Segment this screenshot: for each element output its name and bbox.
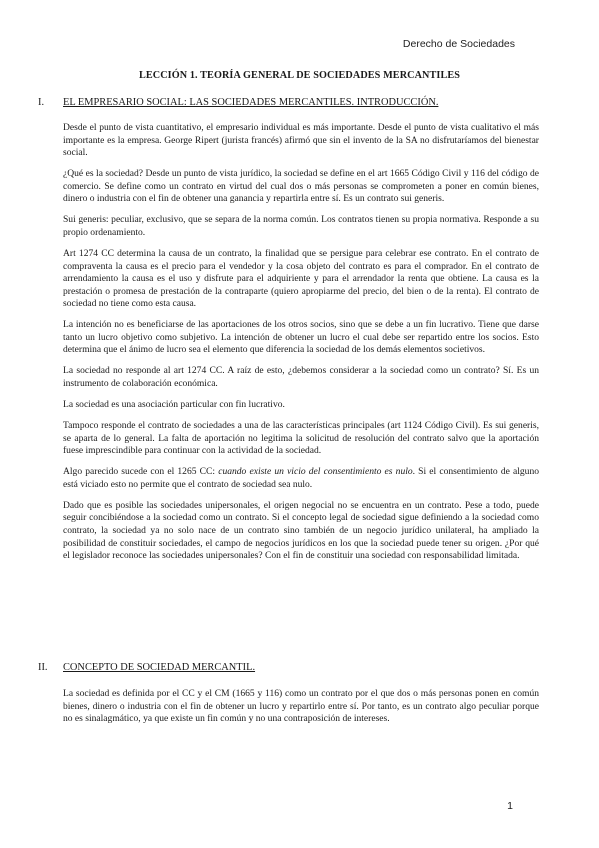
section-2-heading bbox=[38, 662, 255, 673]
section-1-number: I. bbox=[38, 97, 45, 108]
paragraph: La intención no es beneficiarse de las aportaciones de los otros socios, sino que se debe a un fin lucrativo. Tiene que darse tanto un lucro objetivo como subjetivo. La intención de obtener un lucro el cual debe ser repartido entre los socios. Esto determina que el ánimo de lucro sea el elemento que diferencia la sociedad de los demás elementos societivos. bbox=[63, 319, 539, 356]
paragraph: Tampoco responde el contrato de sociedades a una de las características principales (art 1124 Código Civil). Es sui generis, se aparta de lo general. La falta de aportación no legitima la solicitud de resolución del contrato salvo que la aportación fuese imprescindible para continuar con la actividad de la sociedad. bbox=[63, 420, 539, 457]
paragraph: ¿Qué es la sociedad? Desde un punto de vista jurídico, la sociedad se define en el art 1665 Código Civil y 116 del código de comercio. Se define como un contrato en virtud del cual dos o más personas se comprometen a poner en común bienes, dinero o industria con el fin de obtener una ganancia y repartirla entre sí. Es un contrato sui generis. bbox=[63, 168, 539, 205]
paragraph: La sociedad es definida por el CC y el CM (1665 y 116) como un contrato por el que dos o más personas ponen en común bienes, dinero o industria con el fin de obtener un lucro y repartirlo entre sí. Por tanto, es un contrato algo peculiar porque no es sinalagmático, ya que existe un fin común y no una contraposición de intereses. bbox=[63, 688, 539, 725]
paragraph bbox=[63, 466, 539, 491]
section-1-heading bbox=[38, 97, 438, 108]
paragraph-text: Algo parecido sucede con el 1265 CC: bbox=[63, 466, 219, 478]
paragraph: La sociedad es una asociación particular con fin lucrativo. bbox=[63, 399, 285, 411]
section-1-body bbox=[63, 122, 539, 571]
section-2-title: CONCEPTO DE SOCIEDAD MERCANTIL. bbox=[63, 662, 256, 673]
page-number: 1 bbox=[507, 800, 513, 812]
section-2-body bbox=[63, 688, 539, 734]
paragraph: La sociedad no responde al art 1274 CC. A raíz de esto, ¿debemos considerar a la sociedad como un contrato? Sí. Es un instrumento de colaboración económica. bbox=[63, 365, 539, 390]
section-2-number: II. bbox=[38, 662, 48, 673]
paragraph: Art 1274 CC determina la causa de un contrato, la finalidad que se persigue para celebrar ese contrato. En el contrato de compraventa la causa es el precio para el vendedor y la cosa objeto del contrato es para el comprador. En el contrato de arrendamiento la causa es el uso y disfrute para el adquiriente y para el arrendador la renta que obtiene. La causa es la prestación o promesa de prestación de la contraparte (quiero apropiarme del precio, del bien o de la renta). El contrato de sociedad no tiene como esta causa. bbox=[63, 247, 539, 310]
paragraph-text: . Si el consentimiento de alguno está viciado esto no permite que el contrato de sociedad sea nulo. bbox=[63, 466, 539, 490]
paragraph: Dado que es posible las sociedades unipersonales, el origen negocial no se encuentra en un contrato. Pese a todo, puede seguir concibiéndose a la sociedad como un contrato. Si el concepto legal de sociedad sigue definiendo a la sociedad como contrato, la sociedad ya no solo nace de un contrato sino también de un negocio jurídico unilateral, ha ampliado la posibilidad de constituir sociedades, el campo de negocios jurídicos en los que la sociedad puede tener su origen. ¿Por qué el legislador reconoce las sociedades unipersonales? Con el fin de constituir una sociedad con responsabilidad limitada. bbox=[63, 499, 539, 562]
paragraph: Sui generis: peculiar, exclusivo, que se separa de la norma común. Los contratos tienen su propia normativa. Responde a su propio ordenamiento. bbox=[63, 214, 539, 238]
paragraph: Desde el punto de vista cuantitativo, el empresario individual es más importante. Desde el punto de vista cualitativo el más importante es la empresa. George Ripert (jurista francés) afirmó que sin el invento de la SA no disfrutaríamos del bienestar social. bbox=[63, 122, 539, 159]
running-header: Derecho de Sociedades bbox=[402, 38, 515, 50]
section-1-title: EL EMPRESARIO SOCIAL: LAS SOCIEDADES MERCANTILES. INTRODUCCIÓN. bbox=[63, 97, 439, 108]
italic-quote: cuando existe un vicio del consentimiento es nulo bbox=[218, 466, 413, 478]
lesson-title: LECCIÓN 1. TEORÍA GENERAL DE SOCIEDADES MERCANTILES bbox=[138, 70, 461, 81]
